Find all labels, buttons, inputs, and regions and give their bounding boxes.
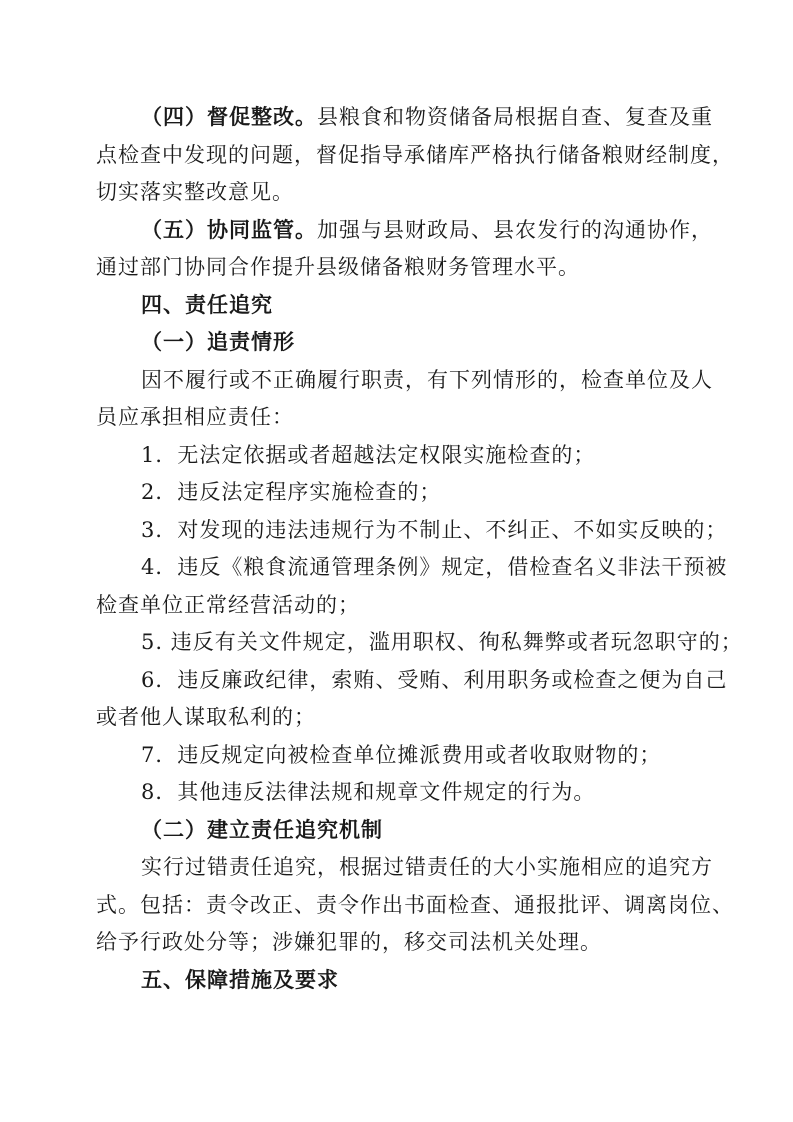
list-item-6-line-1: 6．违反廉政纪律，索贿、受贿、利用职务或检查之便为自己 — [141, 668, 728, 692]
list-item-4-line-1: 4．违反《粮食流通管理条例》规定，借检查名义非法干预被 — [141, 555, 728, 579]
list-item-8: 8．其他违反法律法规和规章文件规定的行为。 — [141, 780, 596, 804]
paragraph-5-line-1 — [141, 215, 713, 245]
subsection-1-intro-line-1: 因不履行或不正确履行职责，有下列情形的，检查单位及人 — [141, 368, 713, 392]
subsection-2-line-1: 实行过错责任追究，根据过错责任的大小实施相应的追究方 — [141, 855, 713, 879]
section-4-heading: 四、责任追究 — [141, 293, 273, 317]
subsection-1-intro-line-2: 员应承担相应责任： — [96, 405, 294, 429]
paragraph-4-line-3: 切实落实整改意见。 — [96, 180, 294, 204]
subsection-2-heading: （二）建立责任追究机制 — [141, 818, 383, 842]
list-item-3: 3．对发现的违法违规行为不制止、不纠正、不如实反映的； — [141, 518, 728, 542]
subsection-2-line-2: 式。包括：责令改正、责令作出书面检查、通报批评、调离岗位、 — [96, 893, 734, 917]
list-item-2: 2．违反法定程序实施检查的； — [141, 480, 442, 504]
paragraph-4-line-2: 点检查中发现的问题，督促指导承储库严格执行储备粮财经制度， — [96, 143, 734, 167]
paragraph-4-title: （四）督促整改。 — [141, 105, 317, 129]
list-item-1: 1．无法定依据或者超越法定权限实施检查的； — [141, 443, 596, 467]
paragraph-5-line-2: 通过部门协同合作提升县级储备粮财务管理水平。 — [96, 255, 580, 279]
subsection-1-heading: （一）追责情形 — [141, 330, 295, 354]
paragraph-5-title: （五）协同监管。 — [141, 218, 317, 242]
list-item-4-line-2: 检查单位正常经营活动的； — [96, 593, 360, 617]
subsection-2-line-3: 给予行政处分等；涉嫌犯罪的，移交司法机关处理。 — [96, 930, 602, 954]
list-item-7: 7．违反规定向被检查单位摊派费用或者收取财物的； — [141, 743, 662, 767]
paragraph-4-line-1 — [141, 102, 713, 132]
list-item-6-line-2: 或者他人谋取私利的； — [96, 705, 316, 729]
paragraph-4-text-1: 县粮食和物资储备局根据自查、复查及重 — [317, 105, 713, 129]
section-5-heading: 五、保障措施及要求 — [141, 968, 339, 992]
list-item-5: 5. 违反有关文件规定，滥用职权、徇私舞弊或者玩忽职守的； — [141, 630, 743, 654]
paragraph-5-text-1: 加强与县财政局、县农发行的沟通协作， — [317, 218, 713, 242]
